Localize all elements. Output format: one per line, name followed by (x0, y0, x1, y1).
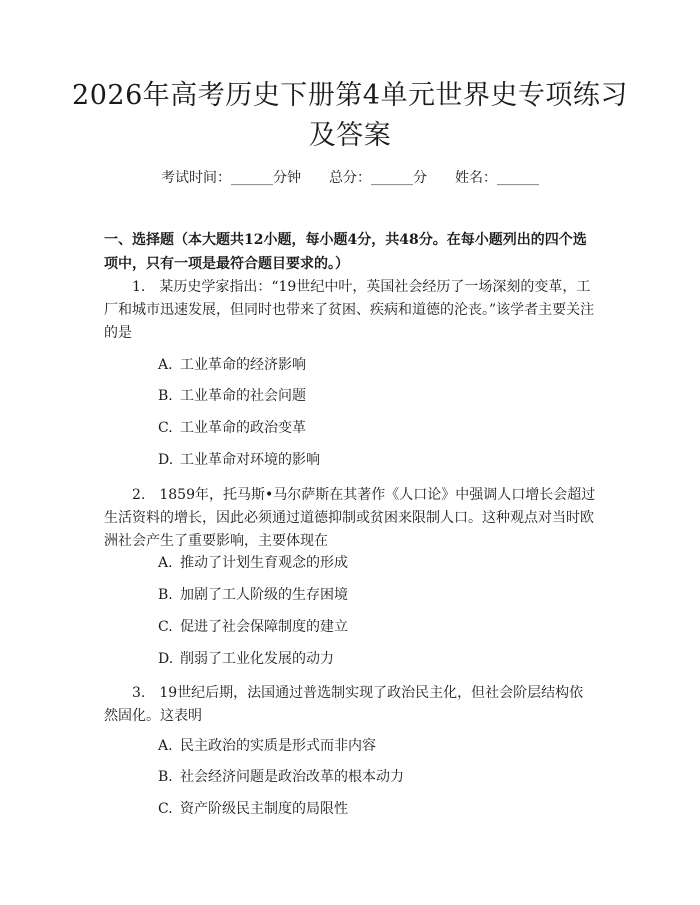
exam-meta (0, 168, 700, 188)
question-1-option-b (158, 386, 306, 406)
question-3-stem: 3. 19世纪后期，法国通过普选制实现了政治民主化，但社会阶层结构依然固化。这表明 (104, 685, 584, 724)
question-1-option-d (158, 450, 320, 470)
option-text: 工业革命的社会问题 (180, 388, 306, 404)
option-letter: D. (158, 452, 174, 468)
question-2-option-b (158, 585, 348, 605)
question-2-option-a (158, 553, 348, 573)
question-2-option-d (158, 649, 334, 669)
question-2-stem: 2. 1859年，托马斯•马尔萨斯在其著作《人口论》中强调人口增长会超过生活资料的增长，因此必须通过道德抑制或贫困来限制人口。这种观点对当时欧洲社会产生了重要影响，主要体现在 (104, 487, 596, 549)
option-letter: A. (158, 555, 173, 571)
option-letter: C. (158, 619, 173, 635)
option-letter: B. (158, 769, 173, 785)
option-text: 推动了计划生育观念的形成 (180, 555, 348, 571)
question-1-option-c (158, 418, 306, 438)
student-name-field: 姓名：______ (455, 170, 539, 186)
option-text: 工业革命对环境的影响 (180, 452, 320, 468)
option-text: 削弱了工业化发展的动力 (180, 651, 334, 667)
option-letter: A. (158, 738, 173, 754)
option-text: 社会经济问题是政治改革的根本动力 (180, 769, 404, 785)
document-title: 2026年高考历史下册第4单元世界史专项练习及答案 (72, 80, 628, 151)
option-text: 促进了社会保障制度的建立 (180, 619, 348, 635)
option-letter: B. (158, 388, 173, 404)
question-3-option-c (158, 799, 348, 819)
question-2-option-c (158, 617, 348, 637)
section-heading: 一、选择题（本大题共12小题，每小题4分，共48分。在每小题列出的四个选项中，只有一项是最符合题目要求的。） (104, 232, 587, 272)
option-text: 民主政治的实质是形式而非内容 (180, 738, 376, 754)
option-letter: D. (158, 651, 174, 667)
option-letter: B. (158, 587, 173, 603)
exam-time-field: 考试时间：______分钟 (161, 170, 301, 186)
option-letter: C. (158, 420, 173, 436)
total-score-field: 总分：______分 (329, 170, 427, 186)
question-3-option-a (158, 736, 376, 756)
question-3-option-b (158, 767, 404, 787)
option-letter: A. (158, 357, 173, 373)
option-letter: C. (158, 801, 173, 817)
option-text: 资产阶级民主制度的局限性 (180, 801, 348, 817)
option-text: 工业革命的政治变革 (180, 420, 306, 436)
option-text: 工业革命的经济影响 (180, 357, 306, 373)
question-1-stem: 1. 某历史学家指出：“19世纪中叶，英国社会经历了一场深刻的变革，工厂和城市迅速发展，但同时也带来了贫困、疾病和道德的沦丧。”该学者主要关注的是 (104, 279, 595, 341)
question-1-option-a (158, 355, 306, 375)
option-text: 加剧了工人阶级的生存困境 (180, 587, 348, 603)
